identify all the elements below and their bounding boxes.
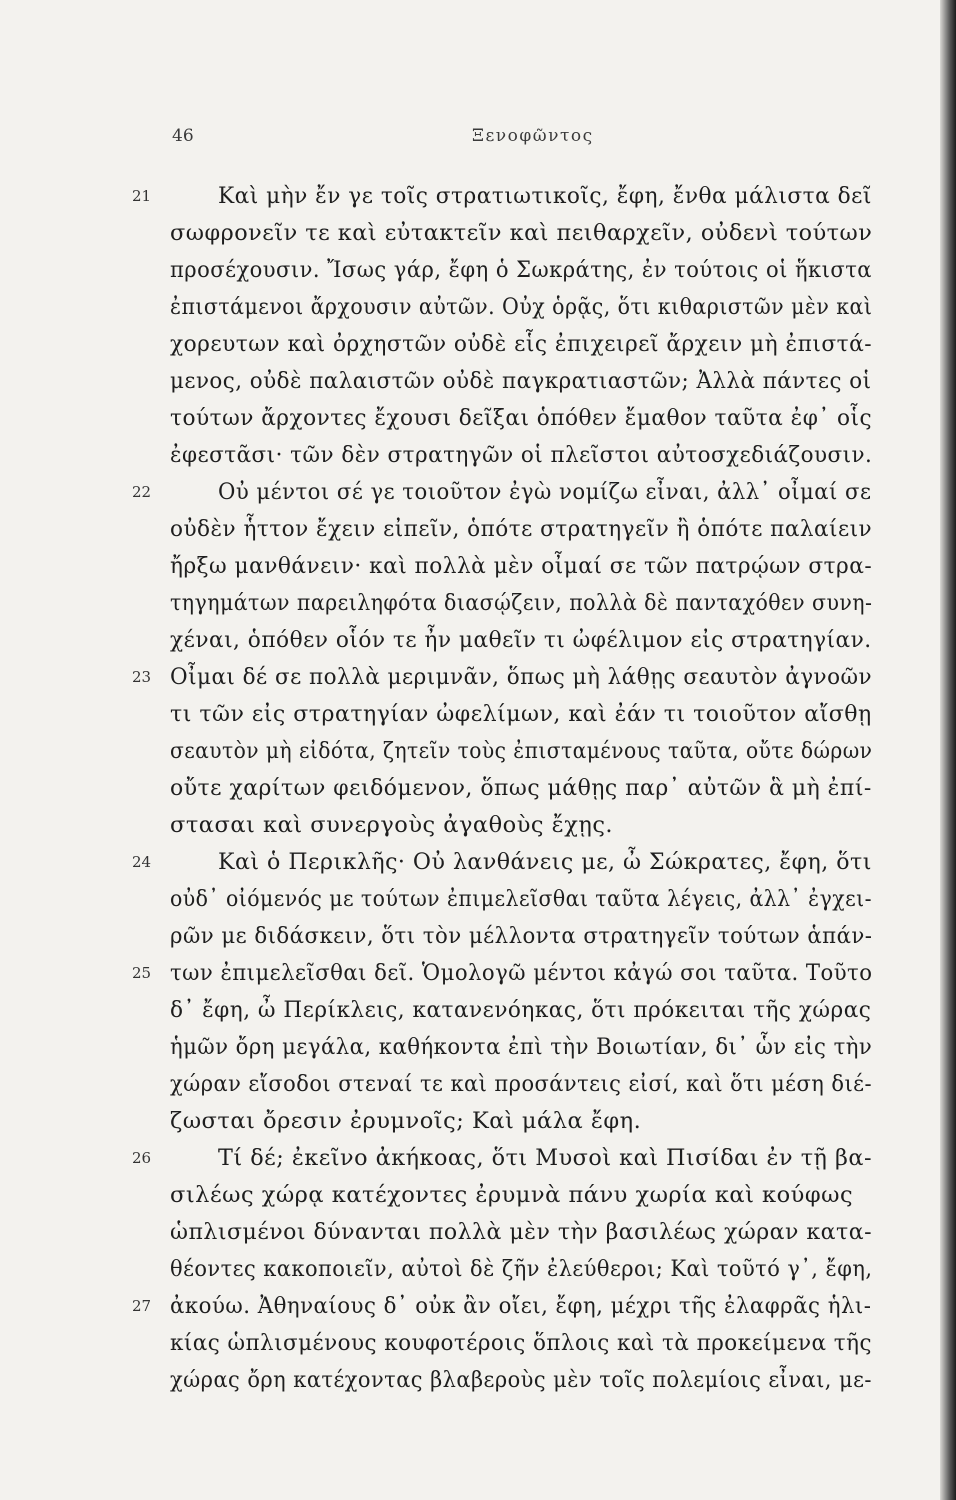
text-line xyxy=(0,659,940,696)
line-text: στασαι καὶ συνεργοὺς ἀγαθοὺς ἔχῃς. xyxy=(170,812,614,838)
line-text: ἤρξω μανθάνειν· καὶ πολλὰ μὲν οἶμαί σε τῶν πατρῴων στρα- xyxy=(170,553,873,579)
line-text: ἐφεστᾶσι· τῶν δὲν στρατηγῶν οἱ πλεῖστοι αὐτοσχεδιάζουσιν. xyxy=(170,442,873,468)
text-line xyxy=(0,548,940,585)
line-text: οὔτε χαρίτων φειδόμενον, ὅπως μάθῃς παρ᾽ αὐτῶν ἃ μὴ ἐπί- xyxy=(170,775,872,801)
line-text: σωφρονεῖν τε καὶ εὐτακτεῖν καὶ πειθαρχεῖν, οὐδενὶ τούτων xyxy=(170,220,873,246)
line-text: σεαυτὸν μὴ εἰδότα, ζητεῖν τοὺς ἐπισταμένους ταῦτα, οὔτε δώρων xyxy=(170,738,873,764)
text-line xyxy=(0,215,940,252)
text-line xyxy=(0,363,940,400)
page-edge-shadow xyxy=(940,0,956,1500)
section-number: 25 xyxy=(132,964,152,982)
text-line xyxy=(0,178,940,215)
text-line xyxy=(0,1103,940,1140)
line-text: ζωσται ὄρεσιν ἐρυμνοῖς; Καὶ μάλα ἔφη. xyxy=(170,1108,642,1134)
text-line xyxy=(0,1140,940,1177)
section-number: 22 xyxy=(132,483,152,501)
line-text: κίας ὡπλισμένους κουφοτέροις ὅπλοις καὶ τὰ προκείμενα τῆς xyxy=(170,1330,872,1356)
line-text: Οἶμαι δέ σε πολλὰ μεριμνᾶν, ὅπως μὴ λάθῃς σεαυτὸν ἀγνοῶν xyxy=(170,664,873,690)
line-text: χώραν εἴσοδοι στεναί τε καὶ προσάντεις εἰσί, καὶ ὅτι μέση διέ- xyxy=(170,1071,872,1097)
page-number: 46 xyxy=(172,126,194,146)
text-line xyxy=(0,1029,940,1066)
text-line xyxy=(0,992,940,1029)
line-text: προσέχουσιν. Ἴσως γάρ, ἔφη ὁ Σωκράτης, ἐν τούτοις οἱ ἥκιστα xyxy=(170,257,872,283)
section-number: 27 xyxy=(132,1297,152,1315)
text-line xyxy=(0,1251,940,1288)
line-text: Καὶ μὴν ἔν γε τοῖς στρατιωτικοῖς, ἔφη, ἔνθα μάλιστα δεῖ xyxy=(218,183,872,209)
text-line xyxy=(0,1288,940,1325)
line-text: τηγημάτων παρειληφότα διασῴζειν, πολλὰ δὲ πανταχόθεν συνη- xyxy=(170,590,873,616)
line-text: θέοντες κακοποιεῖν, αὐτοὶ δὲ ζῆν ἐλεύθεροι; Καὶ τοῦτό γ᾽, ἔφη, xyxy=(170,1256,873,1282)
line-text: ρῶν με διδάσκειν, ὅτι τὸν μέλλοντα στρατηγεῖν τούτων ἁπάν- xyxy=(170,923,873,949)
text-line xyxy=(0,289,940,326)
line-text: δ᾽ ἔφη, ὦ Περίκλεις, κατανενόηκας, ὅτι πρόκειται τῆς χώρας xyxy=(170,997,872,1023)
section-number: 21 xyxy=(132,187,152,205)
text-line xyxy=(0,326,940,363)
line-text: σιλέως χώρᾳ κατέχοντες ἐρυμνὰ πάνυ χωρία καὶ κούφως xyxy=(170,1182,854,1208)
section-number: 23 xyxy=(132,668,152,686)
line-text: οὐδ᾽ οἰόμενός με τούτων ἐπιμελεῖσθαι ταῦτα λέγεις, ἀλλ᾽ ἐγχει- xyxy=(170,886,872,912)
line-text: οὐδὲν ἧττον ἔχειν εἰπεῖν, ὁπότε στρατηγεῖν ἢ ὁπότε παλαίειν xyxy=(170,516,873,542)
text-line xyxy=(0,844,940,881)
text-line xyxy=(0,918,940,955)
line-text: ἡμῶν ὄρη μεγάλα, καθήκοντα ἐπὶ τὴν Βοιωτίαν, δι᾽ ὧν εἰς τὴν xyxy=(170,1034,873,1060)
line-text: χέναι, ὁπόθεν οἷόν τε ἦν μαθεῖν τι ὠφέλιμον εἰς στρατηγίαν. xyxy=(170,627,872,653)
line-text: ἀκούω. Ἀθηναίους δ᾽ οὐκ ἂν οἴει, ἔφη, μέχρι τῆς ἐλαφρᾶς ἡλι- xyxy=(170,1293,872,1319)
text-line xyxy=(0,511,940,548)
text-line xyxy=(0,1066,940,1103)
text-line xyxy=(0,1177,940,1214)
line-text: ἐπιστάμενοι ἄρχουσιν αὐτῶν. Οὐχ ὁρᾷς, ὅτι κιθαριστῶν μὲν καὶ xyxy=(170,294,873,320)
text-block xyxy=(0,178,940,1399)
text-line xyxy=(0,622,940,659)
text-line xyxy=(0,955,940,992)
line-text: χώρας ὄρη κατέχοντας βλαβεροὺς μὲν τοῖς πολεμίοις εἶναι, με- xyxy=(170,1367,872,1393)
section-number: 24 xyxy=(132,853,152,871)
text-line xyxy=(0,585,940,622)
text-line xyxy=(0,252,940,289)
text-line xyxy=(0,1325,940,1362)
line-text: μενος, οὐδὲ παλαιστῶν οὐδὲ παγκρατιαστῶν; Ἀλλὰ πάντες οἱ xyxy=(170,368,872,394)
text-line xyxy=(0,437,940,474)
text-line xyxy=(0,770,940,807)
text-line xyxy=(0,696,940,733)
text-line xyxy=(0,807,940,844)
line-text: των ἐπιμελεῖσθαι δεῖ. Ὁμολογῶ μέντοι κἀγώ σοι ταῦτα. Τοῦτο xyxy=(170,960,873,986)
line-text: Οὐ μέντοι σέ γε τοιοῦτον ἐγὼ νομίζω εἶναι, ἀλλ᾽ οἶμαί σε xyxy=(218,479,872,505)
line-text: ὡπλισμένοι δύνανται πολλὰ μὲν τὴν βασιλέως χώραν κατα- xyxy=(170,1219,873,1245)
text-line xyxy=(0,881,940,918)
running-title: Ξενοφῶντος xyxy=(472,126,594,146)
line-text: χορευτων καὶ ὀρχηστῶν οὐδὲ εἷς ἐπιχειρεῖ ἄρχειν μὴ ἐπιστά- xyxy=(170,331,873,357)
text-line xyxy=(0,474,940,511)
line-text: Τί δέ; ἐκεῖνο ἀκήκοας, ὅτι Μυσοὶ καὶ Πισίδαι ἐν τῇ βα- xyxy=(218,1145,873,1171)
text-line xyxy=(0,1362,940,1399)
page-header xyxy=(0,126,940,156)
line-text: τι τῶν εἰς στρατηγίαν ὠφελίμων, καὶ ἐάν τι τοιοῦτον αἴσθῃ xyxy=(170,701,872,727)
text-line xyxy=(0,733,940,770)
line-text: τούτων ἄρχοντες ἔχουσι δεῖξαι ὁπόθεν ἔμαθον ταῦτα ἐφ᾽ οἷς xyxy=(170,405,873,431)
text-line xyxy=(0,400,940,437)
text-line xyxy=(0,1214,940,1251)
section-number: 26 xyxy=(132,1149,152,1167)
line-text: Καὶ ὁ Περικλῆς· Οὐ λανθάνεις με, ὦ Σώκρατες, ἔφη, ὅτι xyxy=(218,849,872,875)
